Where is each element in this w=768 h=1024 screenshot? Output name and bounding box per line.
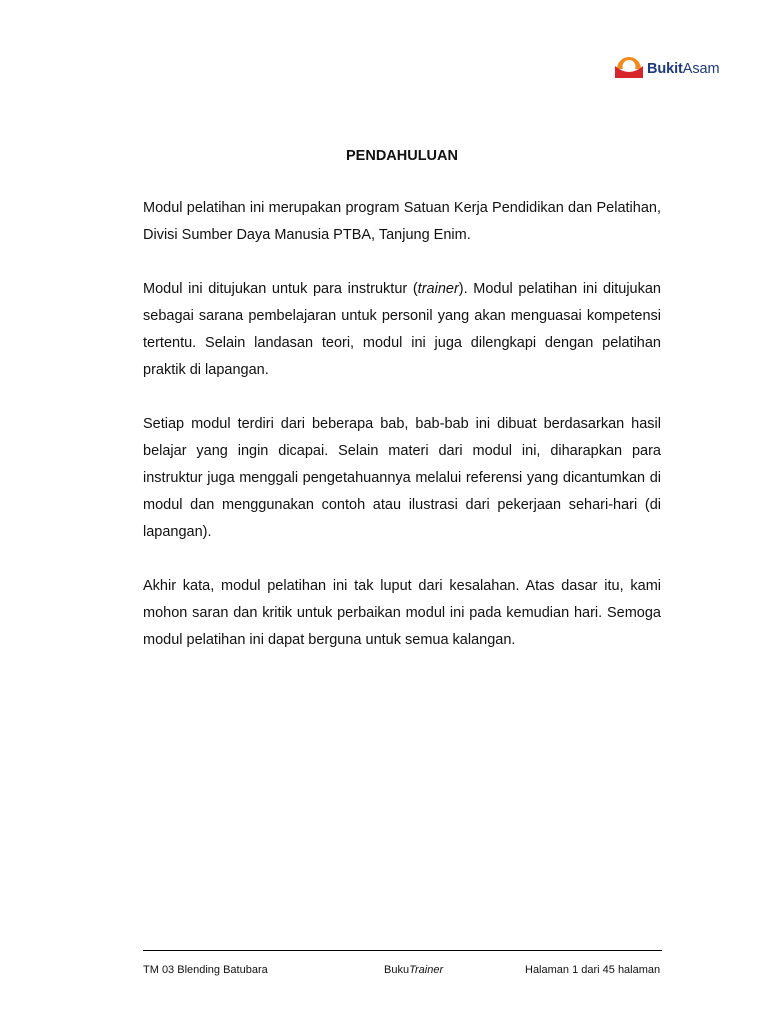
footer-module-name: TM 03 Blending Batubara: [143, 964, 268, 976]
logo-wordmark: [647, 61, 719, 77]
footer-divider: [143, 950, 662, 951]
document-body: [143, 195, 661, 681]
paragraph-intro: Modul pelatihan ini merupakan program Satuan Kerja Pendidikan dan Pelatihan, Divisi Sumber Daya Manusia PTBA, Tanjung Enim.: [143, 200, 661, 243]
paragraph-closing: Akhir kata, modul pelatihan ini tak luput dari kesalahan. Atas dasar itu, kami mohon saran dan kritik untuk perbaikan modul ini pada kemudian hari. Semoga modul pelatihan ini dapat berguna untuk semua kalangan.: [143, 578, 661, 648]
paragraph-purpose: [143, 276, 661, 384]
paragraph-purpose-text-2: ). Modul pelatihan ini ditujukan sebagai sarana pembelajaran untuk personil yang akan menguasai kompetensi tertentu. Selain landasan teori, modul ini juga dilengkapi dengan pelatihan praktik di lapangan.: [143, 281, 661, 378]
bukit-asam-logo-icon: [612, 48, 646, 80]
footer-book-label: Buku: [384, 964, 410, 976]
paragraph-purpose-text-1: Modul ini ditujukan untuk para instruktur (: [143, 281, 418, 297]
logo-word-bukit: Bukit: [647, 61, 683, 77]
logo-word-asam: Asam: [682, 61, 720, 77]
trainer-term: trainer: [417, 281, 459, 297]
page-title: PENDAHULUAN: [346, 148, 458, 164]
footer-book-type: [384, 963, 443, 977]
paragraph-structure: Setiap modul terdiri dari beberapa bab, bab-bab ini dibuat berdasarkan hasil belajar yang ingin dicapai. Selain materi dari modul ini, diharapkan para instruktur juga menggali pengetahuannya melalui referensi yang dicantumkan di modul dan menggunakan contoh atau ilustrasi dari pekerjaan sehari-hari (di lapangan).: [143, 416, 661, 540]
footer-page-number: Halaman 1 dari 45 halaman: [525, 964, 661, 976]
bukit-asam-logo: [612, 48, 734, 82]
footer-book-trainer: Trainer: [409, 964, 444, 976]
